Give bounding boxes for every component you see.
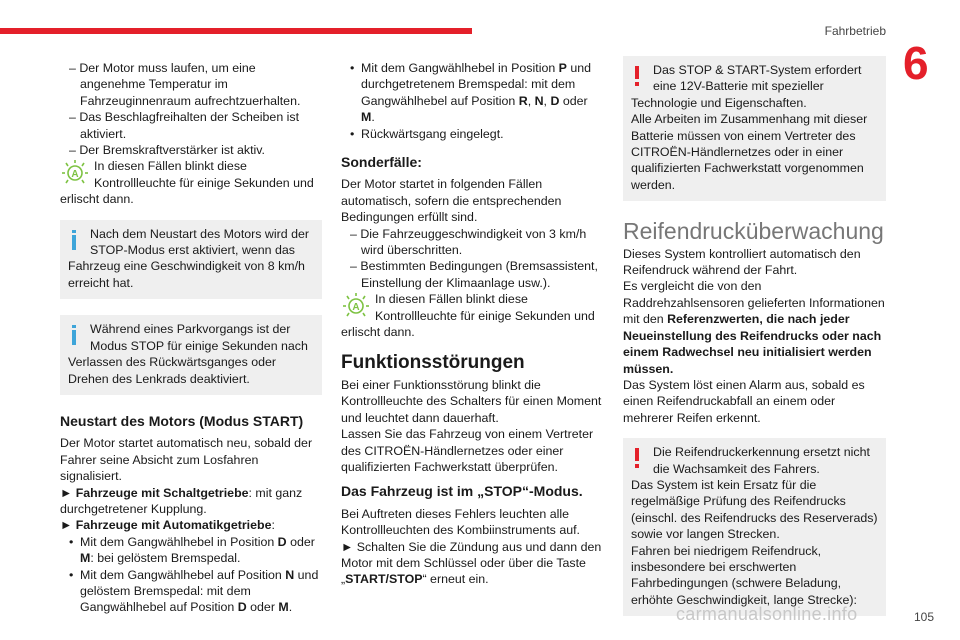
column-right	[623, 60, 886, 624]
paragraph: Bei einer Funktionsstörung blinkt die Kontrollleuchte des Schalters für einen Moment und leuchtet dann dauerhaft.	[341, 377, 602, 425]
note-text: Fahren bei niedrigem Reifendruck, insbesondere bei erschwerten Fahrbedingungen (schwere Beladung, erhöhte Geschwindigkeit, lange Strecke):	[631, 543, 857, 607]
top-accent-bar	[0, 28, 472, 34]
note-text: Technologie und Eigenschaften.	[631, 95, 807, 110]
auto-stop-warning-light-icon	[60, 158, 94, 191]
warning-light-row	[341, 291, 603, 324]
list-item: – Bestimmten Bedingungen (Bremsassistent, Einstellung der Klimaanlage usw.).	[350, 259, 598, 290]
svg-text:A: A	[352, 302, 360, 314]
section-heading: Sonderfälle:	[341, 154, 422, 171]
section-heading: Neustart des Motors (Modus START)	[60, 412, 304, 429]
paragraph: Der Motor startet in folgenden Fällen automatisch, sofern die entsprechenden Bedingungen erfüllt sind.	[341, 177, 562, 225]
paragraph: Der Motor startet automatisch neu, sobald der Fahrer seine Absicht zum Losfahren signalisiert.	[60, 436, 313, 484]
section-title: Fahrbetrieb	[824, 24, 886, 38]
watermark: carmanualsonline.info	[676, 604, 858, 624]
warning-note	[623, 438, 886, 616]
section-heading: Funktionsstörungen	[341, 351, 525, 373]
list-item: – Der Motor muss laufen, um eine angenehme Temperatur im Fahrzeuginnenraum aufrechtzuerhalten.	[69, 61, 301, 108]
paragraph: Lassen Sie das Fahrzeug von einem Vertreter des CITROËN-Händlernetzes oder einer qualifizierten Fachwerkstatt überprüfen.	[341, 427, 594, 474]
list-item: – Das Beschlagfreihalten der Scheiben ist aktiviert.	[69, 110, 300, 141]
warning-light-row	[60, 158, 322, 191]
info-icon	[70, 230, 78, 254]
bold-label: ► Fahrzeuge mit Schaltgetriebe	[60, 485, 249, 500]
note-text: Verlassen des Rückwärtsganges oder Drehen des Lenkrads deaktiviert.	[68, 355, 277, 386]
paragraph	[60, 517, 322, 533]
chapter-number: 6	[903, 37, 929, 89]
list-item: • Mit dem Gangwählhebel in Position P und durchgetretenem Bremspedal: mit dem Gangwählhebel auf Position R, N, D oder M.	[341, 60, 603, 126]
note-text: Die Reifendruckerkennung ersetzt nicht die Wachsamkeit des Fahrers.	[653, 445, 870, 476]
column-middle	[341, 60, 603, 588]
list-item: • Mit dem Gangwählhebel auf Position N und gelöstem Bremspedal: mit dem Gangwählhebel auf Position D oder M.	[60, 567, 322, 616]
note-text: Fahrzeug eine Geschwindigkeit von 8 km/h erreicht hat.	[68, 259, 305, 290]
auto-stop-warning-light-icon	[341, 291, 375, 324]
paragraph: Das System löst einen Alarm aus, sobald es einen Reifendruckabfall an einem oder mehrerer Reifen erkennt.	[623, 377, 865, 425]
list-item: • Mit dem Gangwählhebel in Position D oder M: bei gelöstem Bremspedal.	[60, 534, 322, 567]
paragraph: ► Schalten Sie die Zündung aus und dann den Motor mit dem Schlüssel oder über die Taste „START/STOP“ erneut ein.	[341, 539, 602, 587]
exclamation-icon	[633, 448, 641, 472]
note-text: Nach dem Neustart des Motors wird der STOP-Modus erst aktiviert, wenn das	[90, 226, 309, 258]
text: :	[271, 518, 275, 533]
list-item: – Der Bremskraftverstärker ist aktiv.	[69, 143, 265, 158]
bold-label: ► Fahrzeuge mit Automatikgetriebe	[60, 518, 272, 533]
info-icon	[70, 325, 78, 349]
warning-text-cont: erlischt dann.	[60, 192, 134, 207]
list-item: – Die Fahrzeuggeschwindigkeit von 3 km/h wird überschritten.	[350, 226, 587, 258]
paragraph: Bei Auftreten dieses Fehlers leuchten alle Kontrollleuchten des Kombiinstruments auf.	[341, 506, 580, 538]
note-text: Alle Arbeiten im Zusammenhang mit dieser Batterie müssen von einem Vertreter des CITROËN-Händlernetzes oder in einer qualifizierten Fachwerkstatt vorgenommen werden.	[631, 112, 868, 192]
warning-text-cont: erlischt dann.	[341, 325, 415, 340]
list-item: • Rückwärtsgang eingelegt.	[341, 126, 603, 142]
page-number: 105	[913, 610, 934, 624]
warning-note	[623, 56, 886, 201]
text: : mit ganz durchgetretener Kupplung.	[60, 485, 303, 516]
exclamation-icon	[633, 66, 641, 90]
paragraph: Dieses System kontrolliert automatisch den Reifendruck während der Fahrt.	[623, 246, 861, 278]
info-note	[60, 220, 322, 300]
info-note	[60, 315, 322, 395]
warning-text: In diesen Fällen blinkt diese Kontrollleuchte für einige Sekunden und	[375, 292, 595, 323]
paragraph: Es vergleicht die von den Raddrehzahlsensoren gelieferten Informationen mit den Referenzwerten, die nach jeder Neueinstellung des Reifendrucks oder nach einem Radwechsel neu initialisiert werden müssen.	[623, 279, 885, 376]
chapter-heading: Reifendrucküberwachung	[623, 218, 884, 245]
column-left	[60, 60, 322, 616]
svg-text:A: A	[71, 169, 79, 181]
note-text: Das System ist kein Ersatz für die regelmäßige Prüfung des Reifendrucks (einschl. des Reifendrucks des Reserverads) sowie vor langen Strecken.	[631, 477, 878, 542]
section-heading: Das Fahrzeug ist im „STOP“-Modus.	[341, 483, 583, 500]
note-text: Das STOP & START-System erfordert eine 12V-Batterie mit spezieller	[653, 63, 862, 94]
warning-text: In diesen Fällen blinkt diese Kontrollleuchte für einige Sekunden und	[94, 159, 314, 190]
paragraph	[60, 485, 322, 518]
note-text: Während eines Parkvorgangs ist der Modus STOP für einige Sekunden nach	[90, 322, 308, 353]
